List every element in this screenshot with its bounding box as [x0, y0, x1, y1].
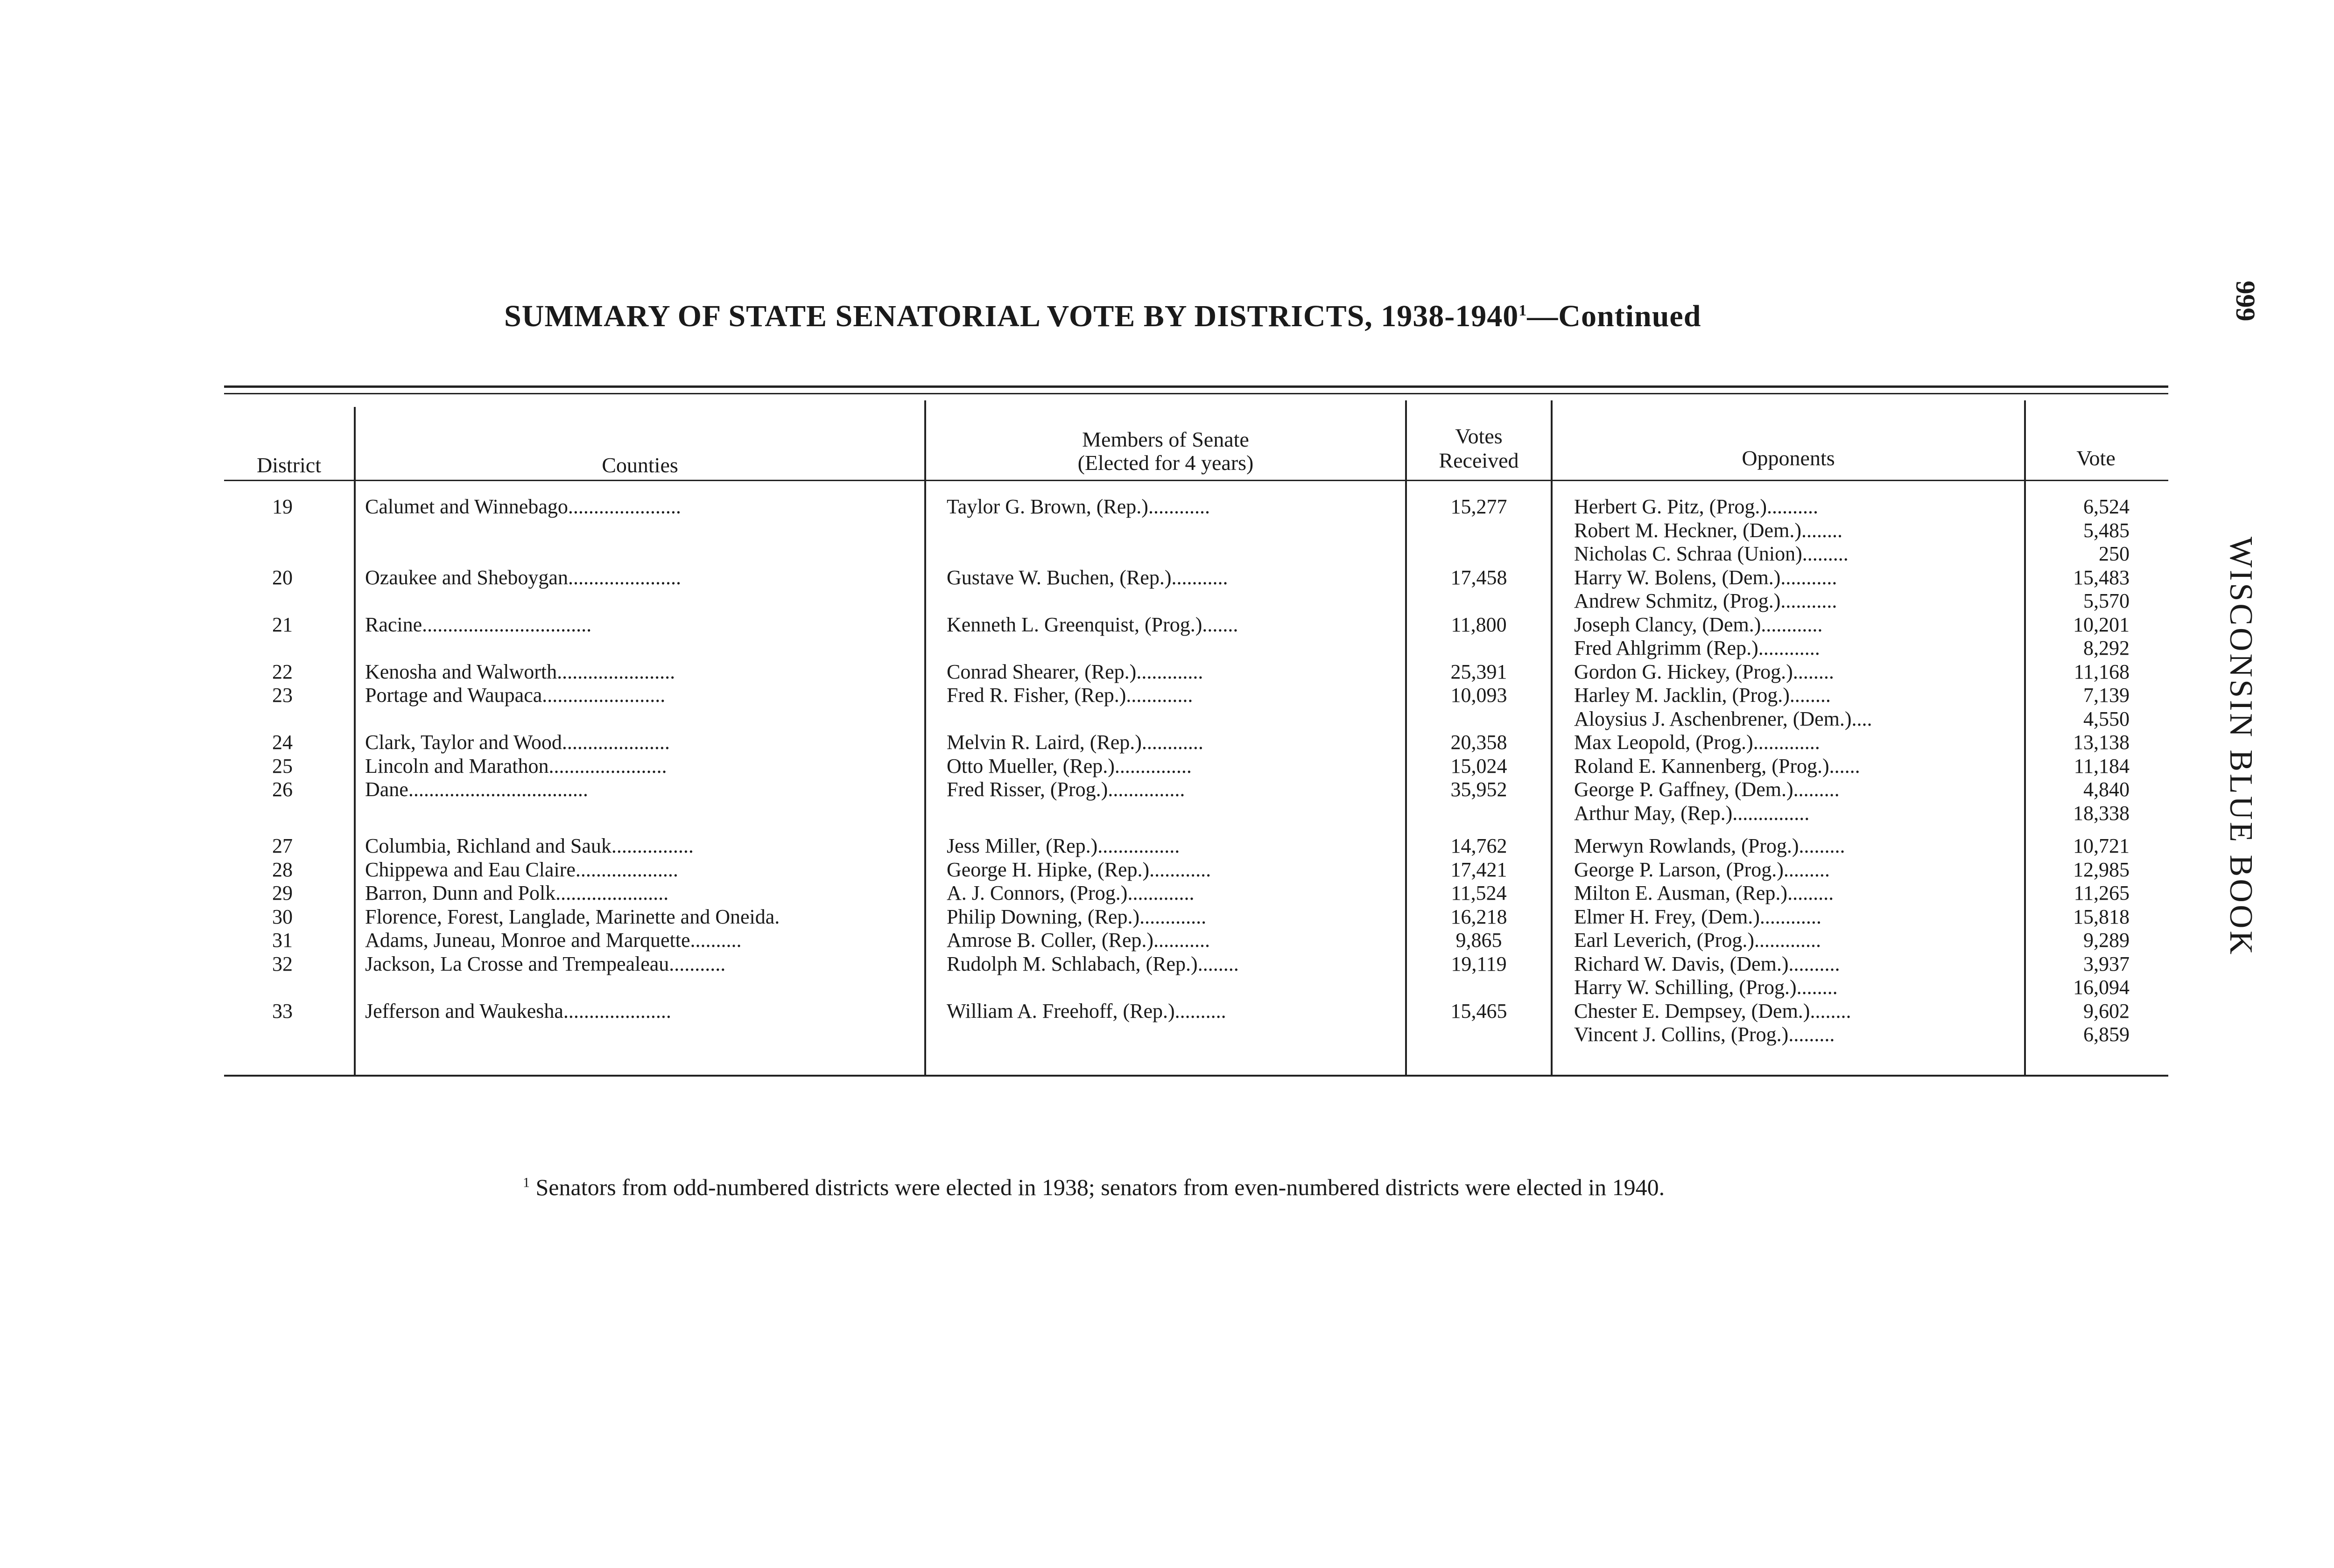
- opponent-name-cell: Merwyn Rowlands, (Prog.).........: [1574, 834, 1845, 858]
- votes-received-cell: 15,024: [1450, 754, 1507, 777]
- counties-cell: Columbia, Richland and Sauk................: [365, 834, 694, 858]
- title-footnote-marker: 1: [1519, 302, 1527, 319]
- header-votes-line1: Votes: [1455, 424, 1503, 448]
- opponent-name-cell: Robert M. Heckner, (Dem.)........: [1574, 518, 1842, 542]
- page-title: [504, 299, 1905, 334]
- opponent-vote-cell: 18,338: [2073, 801, 2130, 825]
- table-top-rule: [224, 385, 2168, 388]
- column-divider-1: [354, 407, 356, 1075]
- opponent-name-cell: Fred Ahlgrimm (Rep.)............: [1574, 637, 1820, 659]
- opponent-name-cell: Chester E. Dempsey, (Dem.)........: [1574, 999, 1851, 1022]
- opponent-vote-cell: 12,985: [2073, 858, 2130, 881]
- opponent-vote-cell: 10,201: [2073, 613, 2130, 636]
- district-number: 31: [272, 929, 293, 952]
- counties-cell: Lincoln and Marathon.......................: [365, 754, 667, 777]
- counties-cell: Portage and Waupaca........................: [365, 684, 666, 707]
- senate-member-cell: A. J. Connors, (Prog.).............: [947, 882, 1195, 905]
- votes-received-cell: 9,865: [1455, 929, 1502, 952]
- opponent-name-cell: Joseph Clancy, (Dem.)............: [1574, 613, 1823, 636]
- counties-cell: Racine.................................: [365, 613, 592, 636]
- district-number: 21: [272, 613, 293, 636]
- votes-received-cell: 20,358: [1450, 731, 1507, 754]
- opponent-name-cell: Elmer H. Frey, (Dem.)............: [1574, 905, 1821, 928]
- counties-cell: Jackson, La Crosse and Trempealeau...........: [365, 952, 726, 975]
- table-top-rule-second: [224, 393, 2168, 394]
- votes-received-cell: 16,218: [1450, 905, 1507, 928]
- opponent-vote-cell: 6,524: [2083, 495, 2130, 518]
- votes-received-cell: 19,119: [1451, 952, 1507, 975]
- opponent-vote-cell: 9,602: [2083, 999, 2130, 1022]
- header-vote: Vote: [2076, 446, 2116, 470]
- votes-received-cell: 25,391: [1450, 660, 1507, 683]
- footnote: [523, 1174, 1970, 1201]
- senate-member-cell: Otto Mueller, (Rep.)...............: [947, 754, 1192, 777]
- counties-cell: Dane...................................: [365, 778, 588, 801]
- senate-member-cell: Melvin R. Laird, (Rep.)............: [947, 731, 1203, 754]
- senate-member-cell: Fred R. Fisher, (Rep.).............: [947, 684, 1193, 707]
- district-number: 30: [272, 905, 293, 928]
- counties-cell: Calumet and Winnebago......................: [365, 495, 681, 518]
- votes-received-cell: 14,762: [1450, 834, 1507, 858]
- opponent-vote-cell: 16,094: [2073, 976, 2130, 999]
- opponent-name-cell: George P. Larson, (Prog.).........: [1574, 858, 1830, 881]
- counties-cell: Kenosha and Walworth.......................: [365, 660, 675, 683]
- table-bottom-rule: [224, 1075, 2168, 1077]
- opponent-name-cell: Herbert G. Pitz, (Prog.)..........: [1574, 495, 1819, 518]
- district-number: 19: [272, 495, 293, 518]
- opponent-vote-cell: 11,184: [2074, 754, 2130, 777]
- district-number: 27: [272, 834, 293, 858]
- opponent-vote-cell: 3,937: [2083, 952, 2130, 975]
- district-number: 28: [272, 858, 293, 881]
- title-suffix: —Continued: [1527, 299, 1701, 333]
- opponent-vote-cell: 4,840: [2083, 778, 2130, 801]
- opponent-name-cell: Gordon G. Hickey, (Prog.)........: [1574, 660, 1834, 683]
- page-number: 999: [2230, 280, 2261, 322]
- opponent-name-cell: Richard W. Davis, (Dem.)..........: [1574, 952, 1840, 975]
- district-number: 23: [272, 684, 293, 707]
- counties-cell: Barron, Dunn and Polk......................: [365, 882, 669, 905]
- column-divider-2: [924, 400, 926, 1075]
- senate-member-cell: Amrose B. Coller, (Rep.)...........: [947, 929, 1210, 952]
- votes-received-cell: 15,465: [1450, 999, 1507, 1022]
- counties-cell: Clark, Taylor and Wood.....................: [365, 731, 670, 754]
- opponent-name-cell: Harry W. Bolens, (Dem.)...........: [1574, 566, 1837, 589]
- opponent-name-cell: Milton E. Ausman, (Rep.).........: [1574, 882, 1834, 905]
- opponent-vote-cell: 11,265: [2074, 882, 2130, 905]
- senate-member-cell: Kenneth L. Greenquist, (Prog.).......: [947, 613, 1238, 636]
- opponent-vote-cell: 15,818: [2073, 905, 2130, 928]
- counties-cell: Ozaukee and Sheboygan......................: [365, 566, 681, 589]
- opponent-vote-cell: 5,570: [2083, 589, 2130, 612]
- opponent-name-cell: Harry W. Schilling, (Prog.)........: [1574, 976, 1838, 999]
- opponent-name-cell: Arthur May, (Rep.)...............: [1574, 801, 1810, 825]
- opponent-name-cell: Earl Leverich, (Prog.).............: [1574, 929, 1821, 952]
- counties-cell: Chippewa and Eau Claire....................: [365, 858, 678, 881]
- votes-received-cell: 15,277: [1450, 495, 1507, 518]
- senate-member-cell: Gustave W. Buchen, (Rep.)...........: [947, 566, 1228, 589]
- votes-received-cell: 10,093: [1450, 684, 1507, 707]
- opponent-name-cell: Vincent J. Collins, (Prog.).........: [1574, 1023, 1835, 1046]
- header-opponents: Opponents: [1742, 446, 1835, 470]
- counties-cell: Adams, Juneau, Monroe and Marquette..........: [365, 929, 742, 952]
- opponent-vote-cell: 250: [2099, 542, 2130, 565]
- header-district: District: [257, 453, 321, 477]
- footnote-text: Senators from odd-numbered districts were elected in 1938; senators from even-numbered districts were elected in 1940.: [530, 1174, 1665, 1200]
- senate-member-cell: Fred Risser, (Prog.)...............: [947, 778, 1185, 801]
- header-members-line1: Members of Senate: [1082, 427, 1249, 451]
- title-text: SUMMARY OF STATE SENATORIAL VOTE BY DISTRICTS, 1938-1940: [504, 299, 1519, 333]
- senate-member-cell: George H. Hipke, (Rep.)............: [947, 858, 1211, 881]
- votes-received-cell: 35,952: [1450, 778, 1507, 801]
- header-votes-line2: Received: [1439, 448, 1519, 472]
- district-number: 33: [272, 999, 293, 1022]
- votes-received-cell: 11,800: [1451, 613, 1507, 636]
- opponent-name-cell: Aloysius J. Aschenbrener, (Dem.)....: [1574, 707, 1872, 730]
- district-number: 25: [272, 754, 293, 777]
- district-number: 22: [272, 660, 293, 683]
- header-members-line2: (Elected for 4 years): [1077, 451, 1254, 475]
- opponent-vote-cell: 4,550: [2083, 707, 2130, 730]
- opponent-vote-cell: 5,485: [2083, 518, 2130, 542]
- senate-member-cell: Jess Miller, (Rep.)................: [947, 834, 1180, 858]
- opponent-name-cell: Max Leopold, (Prog.).............: [1574, 731, 1820, 754]
- opponent-vote-cell: 8,292: [2083, 637, 2130, 659]
- district-number: 26: [272, 778, 293, 801]
- senate-member-cell: Philip Downing, (Rep.).............: [947, 905, 1207, 928]
- district-number: 20: [272, 566, 293, 589]
- opponent-name-cell: Roland E. Kannenberg, (Prog.)......: [1574, 754, 1860, 777]
- opponent-vote-cell: 7,139: [2083, 684, 2130, 707]
- opponent-name-cell: George P. Gaffney, (Dem.).........: [1574, 778, 1840, 801]
- column-divider-4: [1551, 400, 1553, 1075]
- district-number: 24: [272, 731, 293, 754]
- senate-member-cell: William A. Freehoff, (Rep.)..........: [947, 999, 1226, 1022]
- opponent-vote-cell: 9,289: [2083, 929, 2130, 952]
- opponent-vote-cell: 13,138: [2073, 731, 2130, 754]
- district-number: 29: [272, 882, 293, 905]
- district-number: 32: [272, 952, 293, 975]
- opponent-vote-cell: 15,483: [2073, 566, 2130, 589]
- senate-member-cell: Conrad Shearer, (Rep.).............: [947, 660, 1203, 683]
- senate-member-cell: Rudolph M. Schlabach, (Rep.)........: [947, 952, 1239, 975]
- counties-cell: Jefferson and Waukesha.....................: [365, 999, 671, 1022]
- votes-received-cell: 11,524: [1451, 882, 1507, 905]
- votes-received-cell: 17,421: [1450, 858, 1507, 881]
- opponent-vote-cell: 6,859: [2083, 1023, 2130, 1046]
- opponent-name-cell: Harley M. Jacklin, (Prog.)........: [1574, 684, 1831, 707]
- opponent-name-cell: Andrew Schmitz, (Prog.)...........: [1574, 589, 1837, 612]
- counties-cell: Florence, Forest, Langlade, Marinette and Oneida.: [365, 905, 780, 928]
- votes-received-cell: 17,458: [1450, 566, 1507, 589]
- running-head: WISCONSIN BLUE BOOK: [2223, 537, 2259, 957]
- opponent-name-cell: Nicholas C. Schraa (Union).........: [1574, 542, 1849, 565]
- header-counties: Counties: [602, 453, 678, 477]
- senate-member-cell: Taylor G. Brown, (Rep.)............: [947, 495, 1210, 518]
- opponent-vote-cell: 11,168: [2074, 660, 2130, 683]
- header-bottom-rule: [224, 480, 2168, 481]
- footnote-marker: 1: [523, 1175, 530, 1190]
- opponent-vote-cell: 10,721: [2073, 834, 2130, 858]
